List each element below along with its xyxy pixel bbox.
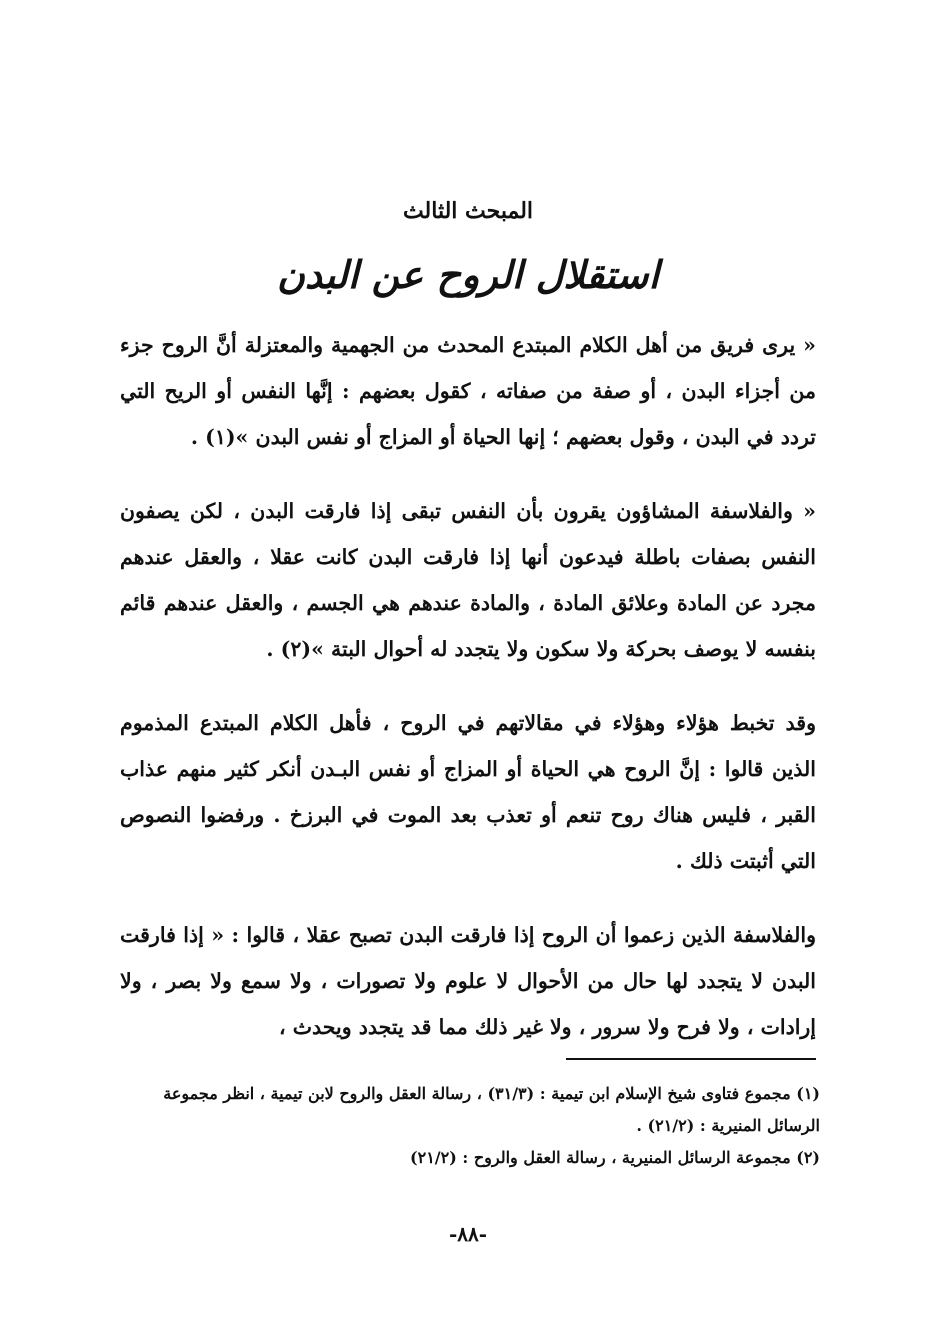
- footnote-divider: [566, 1058, 816, 1060]
- paragraph-3: وقد تخبط هؤلاء وهؤلاء في مقالاتهم في الروح ، فأهل الكلام المبتدع المذموم الذين قالوا : إنَّ الروح هي الحياة أو المزاج أو نفس البـدن أنكر كثير منهم عذاب القبر ، فليس هناك روح تنعم أو تعذب بعد الموت في البرزخ . ورفضوا النصوص التي أثبتت ذلك .: [120, 711, 816, 873]
- chapter-title: استقلال الروح عن البدن: [276, 252, 660, 297]
- footnote-2: (٢) مجموعة الرسائل المنيرية ، رسالة العقل والروح : (٢١/٢): [410, 1148, 820, 1167]
- footnotes: [120, 1078, 820, 1174]
- paragraph-2: « والفلاسفة المشاؤون يقرون بأن النفس تبقى إذا فارقت البدن ، لكن يصفون النفس بصفات باطلة فيدعون أنها إذا فارقت البدن كانت عقلا ، والعقل عندهم مجرد عن المادة وعلائق المادة ، والمادة عندهم هي الجسم ، والعقل عندهم قائم بنفسه لا يوصف بحركة ولا سكون ولا يتجدد له أحوال البتة »(٢) .: [120, 499, 816, 661]
- section-label: المبحث الثالث: [402, 198, 534, 224]
- body-text: [120, 322, 816, 1078]
- footnote-1: (١) مجموع فتاوى شيخ الإسلام ابن تيمية : (٣١/٣) ، رسالة العقل والروح لابن تيمية ، انظر مجموعة الرسائل المنيرية : (٢١/٢) .: [163, 1084, 820, 1135]
- page-number: -٨٨-: [448, 1222, 488, 1246]
- paragraph-4: والفلاسفة الذين زعموا أن الروح إذا فارقت البدن تصبح عقلا ، قالوا : « إذا فارقت البدن لا يتجدد لها حال من الأحوال لا علوم ولا تصورات ، ولا سمع ولا بصر ، ولا إرادات ، ولا فرح ولا سرور ، ولا غير ذلك مما قد يتجدد ويحدث ،: [120, 923, 816, 1039]
- paragraph-1: « يرى فريق من أهل الكلام المبتدع المحدث من الجهمية والمعتزلة أنَّ الروح جزء من أجزاء البدن ، أو صفة من صفاته ، كقول بعضهم : إنَّها النفس أو الريح التي تردد في البدن ، وقول بعضهم ؛ إنها الحياة أو المزاج أو نفس البدن »(١) .: [120, 333, 816, 449]
